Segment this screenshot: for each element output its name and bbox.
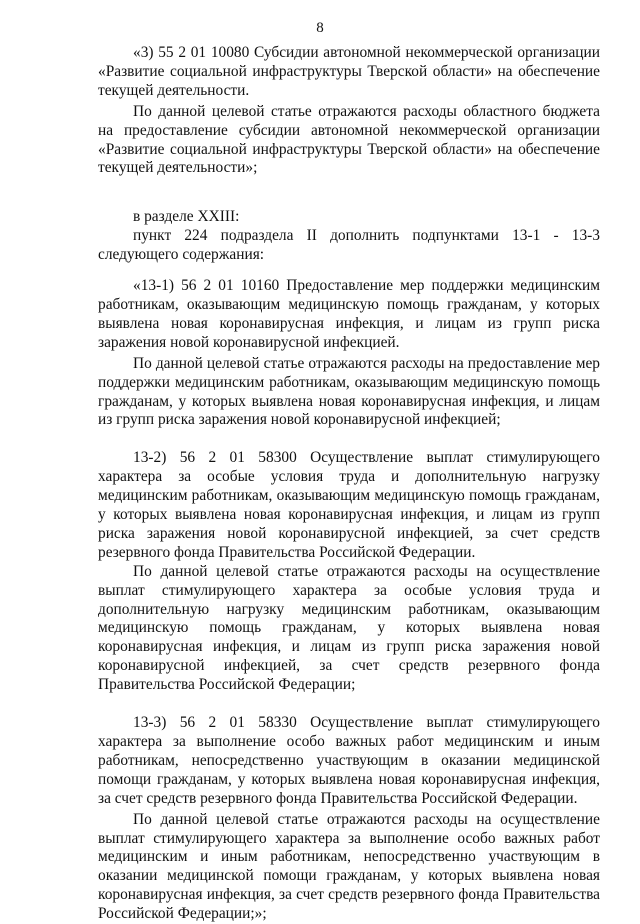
document-body — [98, 44, 600, 924]
paragraph-subparagraph-13-1-description: По данной целевой статье отражаются расходы на предоставление мер поддержки медицинским работникам, оказывающим медицинскую помощь гражданам, у которых выявлена новая коронавирусная инфекция, и лицам из групп риска заражения новой коронавирусной инфекцией; — [98, 354, 600, 429]
paragraph-subparagraph-13-2: 13-2) 56 2 01 58300 Осуществление выплат стимулирующего характера за особые условия труда и дополнительную нагрузку медицинским работникам, оказывающим медицинскую помощь гражданам, у которых выявлена новая коронавирусная инфекция, и лицам из групп риска заражения новой коронавирусной инфекцией, за счет средств резервного фонда Правительства Российской Федерации. — [98, 449, 600, 561]
page-number: 8 — [316, 20, 324, 36]
paragraph-subparagraph-3: «3) 55 2 01 10080 Субсидии автономной некоммерческой организации «Развитие социальной инфраструктуры Тверской области» на обеспечение текущей деятельности. — [98, 44, 600, 99]
paragraph-subparagraph-13-1: «13-1) 56 2 01 10160 Предоставление мер поддержки медицинским работникам, оказывающим медицинскую помощь гражданам, у которых выявлена новая коронавирусная инфекция, и лицам из групп риска заражения новой коронавирусной инфекцией. — [98, 277, 600, 351]
paragraph-subparagraph-3-description: По данной целевой статье отражаются расходы областного бюджета на предоставление субсидии автономной некоммерческой организации «Развитие социальной инфраструктуры Тверской области» на обеспечение текущей деятельности»; — [98, 102, 600, 177]
paragraph-section-xxiii: в разделе XXIII: — [133, 208, 240, 226]
paragraph-subparagraph-13-3: 13-3) 56 2 01 58330 Осуществление выплат стимулирующего характера за выполнение особо важных работ медицинским и иным работникам, непосредственно участвующим в оказании медицинской помощи гражданам, у которых выявлена новая коронавирусная инфекция, за счет средств резервного фонда Правительства Российской Федерации. — [98, 714, 600, 807]
paragraph-subparagraph-13-2-description: По данной целевой статье отражаются расходы на осуществление выплат стимулирующего характера за особые условия труда и дополнительную нагрузку медицинским работникам, оказывающим медицинскую помощь гражданам, у которых выявлена новая коронавирусная инфекция, и лицам из групп риска заражения новой коронавирусной инфекцией, за счет средств резервного фонда Правительства Российской Федерации; — [98, 562, 600, 694]
paragraph-item-224-amendment: пункт 224 подраздела II дополнить подпунктами 13-1 - 13-3 следующего содержания: — [98, 227, 600, 264]
paragraph-subparagraph-13-3-description: По данной целевой статье отражаются расходы на осуществление выплат стимулирующего характера за выполнение особо важных работ медицинским и иным работникам, непосредственно участвующим в оказании медицинской помощи гражданам, у которых выявлена новая коронавирусная инфекция, за счет средств резервного фонда Правительства Российской Федерации;»; — [98, 810, 600, 923]
